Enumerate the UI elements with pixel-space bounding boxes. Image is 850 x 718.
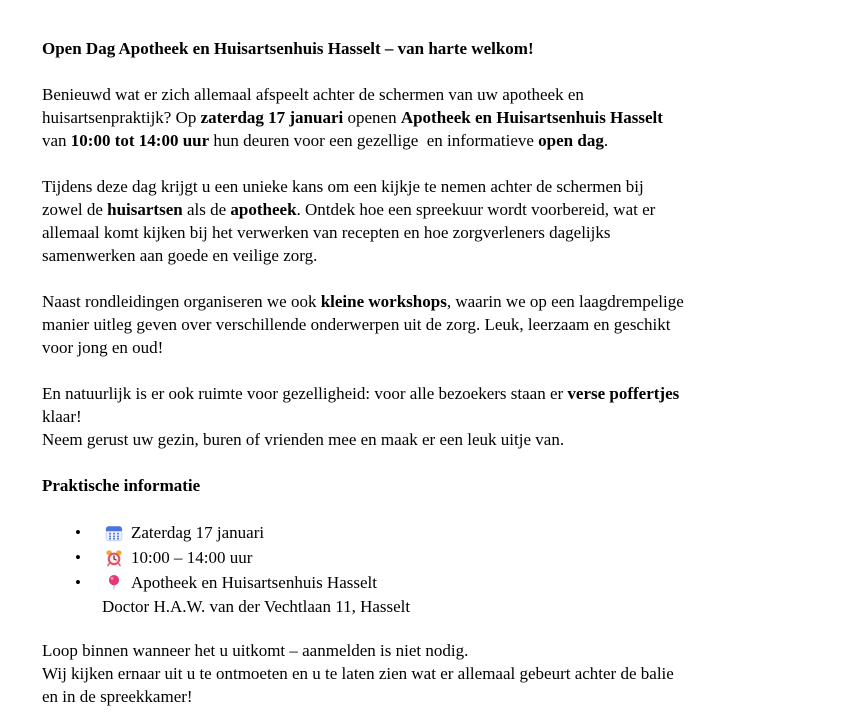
paragraph-behind-scenes: Tijdens deze dag krijgt u een unieke kans om een kijkje te nemen achter de schermen bij zowel de huisartsen als de apotheek. Ontdek hoe een spreekuur wordt voorbereid, wat er allemaal komt kijken bij het verwerken van recepten en hoe zorgverleners dagelijks samenwerken aan goede en veilige zorg.	[42, 177, 656, 265]
list-item-location	[75, 570, 808, 618]
list-item-date	[75, 520, 808, 545]
list-item-time-text: 10:00 – 14:00 uur	[131, 548, 253, 567]
alarm-clock-icon	[105, 549, 123, 567]
paragraph-workshops: Naast rondleidingen organiseren we ook kleine workshops, waarin we op een laagdrempelige manier uitleg geven over verschillende onderwerpen uit de zorg. Leuk, leerzaam en geschikt voor jong en oud!	[42, 292, 684, 357]
paragraph-closing: Loop binnen wanneer het u uitkomt – aanmelden is niet nodig. Wij kijken ernaar uit u te ontmoeten en u te laten zien wat er allemaal gebeurt achter de balie en in de spreekkamer!	[42, 641, 674, 706]
list-item-location-text: Apotheek en Huisartsenhuis Hasselt	[131, 573, 377, 592]
calendar-icon	[105, 524, 123, 542]
paragraph-gezelligheid: En natuurlijk is er ook ruimte voor gezelligheid: voor alle bezoekers staan er verse poffertjes klaar! Neem gerust uw gezin, buren of vrienden mee en maak er een leuk uitje van.	[42, 384, 680, 449]
list-item-time	[75, 545, 808, 570]
list-item-address: Doctor H.A.W. van der Vechtlaan 11, Hasselt	[102, 597, 411, 616]
paragraph-intro: Benieuwd wat er zich allemaal afspeelt achter de schermen van uw apotheek en huisartsenpraktijk? Op zaterdag 17 januari openen Apotheek en Huisartsenhuis Hasselt van 10:00 tot 14:00 uur hun deuren voor een gezellige en informatieve open dag.	[42, 85, 663, 150]
section-heading-practical-info: Praktische informatie	[42, 476, 201, 495]
practical-info-list	[42, 520, 808, 618]
list-item-date-text: Zaterdag 17 januari	[131, 523, 265, 542]
bullet-marker	[75, 570, 105, 595]
pushpin-icon	[105, 574, 123, 592]
bullet-marker	[75, 545, 105, 570]
document-title: Open Dag Apotheek en Huisartsenhuis Hasselt – van harte welkom!	[42, 39, 534, 58]
bullet-marker	[75, 520, 105, 545]
